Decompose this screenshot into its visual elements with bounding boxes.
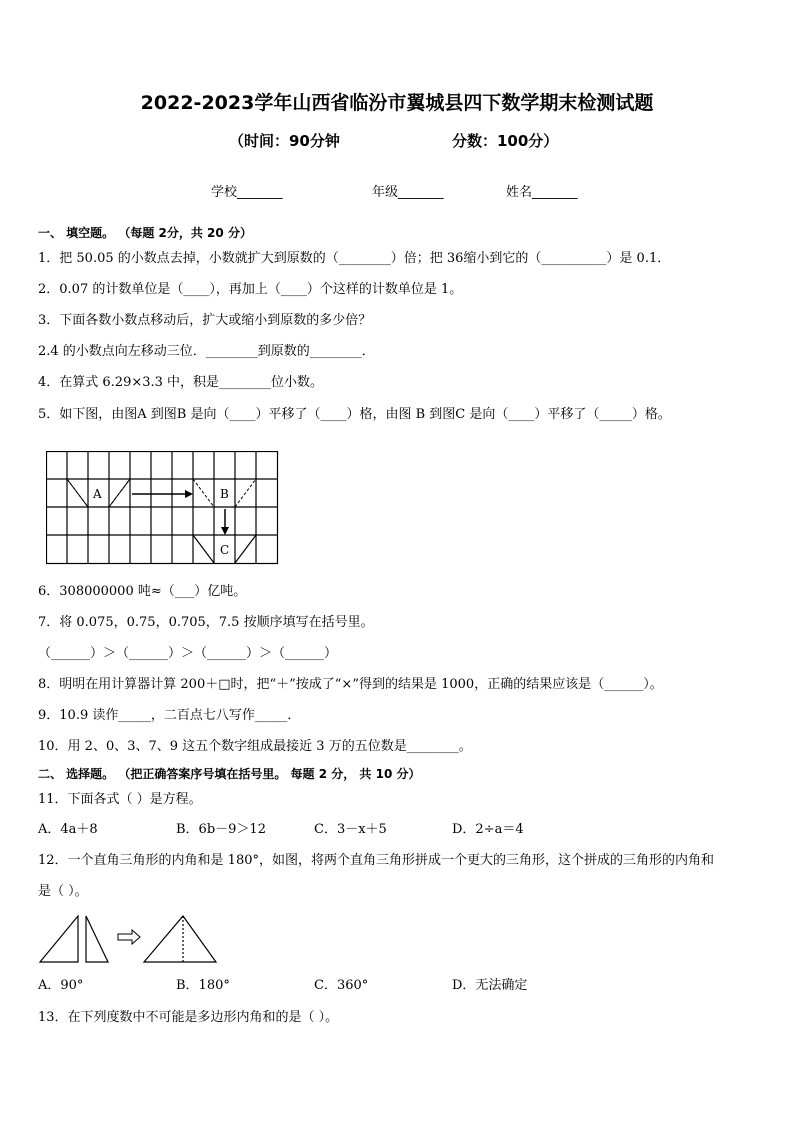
question-4: 4．在算式 6.29×3.3 中，积是________位小数。: [38, 375, 324, 390]
name-field: 姓名_______: [506, 185, 578, 200]
question-7: 7．将 0.075，0.75，0.705，7.5 按顺序填写在括号里。: [38, 615, 374, 630]
translation-grid-figure: [46, 451, 279, 565]
q12-option-c: C．360°: [314, 978, 369, 993]
label-c: C: [220, 543, 230, 557]
question-7-sub: （______）＞（______）＞（______）＞（______）: [38, 646, 338, 661]
label-b: B: [220, 487, 229, 501]
question-9: 9．10.9 读作_____，二百点七八写作_____．: [38, 708, 301, 723]
q11-option-a: A．4a＋8: [38, 822, 98, 837]
section-2-heading: 二、 选择题。 （把正确答案序号填在括号里。 每题 2 分， 共 10 分）: [38, 767, 421, 781]
q12-option-b: B．180°: [176, 978, 230, 993]
question-2: 2．0.07 的计数单位是（____），再加上（____）个这样的计数单位是 1。: [38, 282, 463, 297]
school-field: 学校_______: [211, 185, 283, 200]
question-12-line2: 是（ ）。: [38, 884, 88, 899]
question-1: 1．把 50.05 的小数点去掉，小数就扩大到原数的（________）倍；把 36缩小到它的（__________）是 0.1．: [38, 251, 671, 266]
question-12-line1: 12．一个直角三角形的内角和是 180°，如图，将两个直角三角形拼成一个更大的三角形，这个拼成的三角形的内角和: [38, 853, 714, 868]
triangles-figure: [38, 914, 218, 964]
double-arrow-icon: [118, 930, 140, 944]
question-3-sub: 2.4 的小数点向左移动三位．________到原数的________．: [38, 344, 375, 359]
q11-option-c: C．3－x＋5: [314, 822, 387, 837]
page-title: 2022-2023学年山西省临汾市翼城县四下数学期末检测试题: [140, 92, 654, 114]
question-10: 10．用 2、0、3、7、9 这五个数字组成最接近 3 万的五位数是________。: [38, 739, 472, 754]
q12-option-a: A．90°: [38, 978, 84, 993]
question-3: 3．下面各数小数点移动后，扩大或缩小到原数的多少倍？: [38, 313, 372, 328]
label-a: A: [93, 487, 102, 501]
section-1-heading: 一、 填空题。 （每题 2分，共 20 分）: [38, 226, 252, 240]
exam-time: （时间：90分钟: [229, 132, 340, 150]
question-13: 13．在下列度数中不可能是多边形内角和的是（ ）。: [38, 1010, 339, 1025]
question-8: 8．明明在用计算器计算 200＋□时，把“＋”按成了“×”得到的结果是 1000，正确的结果应该是（______）。: [38, 677, 663, 692]
q11-option-d: D．2÷a＝4: [452, 822, 524, 837]
q11-option-b: B．6b－9＞12: [176, 822, 266, 837]
question-11: 11．下面各式（ ）是方程。: [38, 792, 202, 807]
grade-field: 年级_______: [372, 185, 444, 200]
q12-option-d: D．无法确定: [452, 978, 528, 993]
arrow-down-icon: [221, 509, 229, 535]
exam-score: 分数：100分）: [452, 132, 559, 150]
question-5: 5．如下图，由图A 到图B 是向（____）平移了（____）格，由图 B 到图C 是向（____）平移了（_____）格。: [38, 407, 671, 422]
question-6: 6．308000000 吨≈（___）亿吨。: [38, 584, 247, 599]
arrow-right-icon: [132, 490, 193, 498]
